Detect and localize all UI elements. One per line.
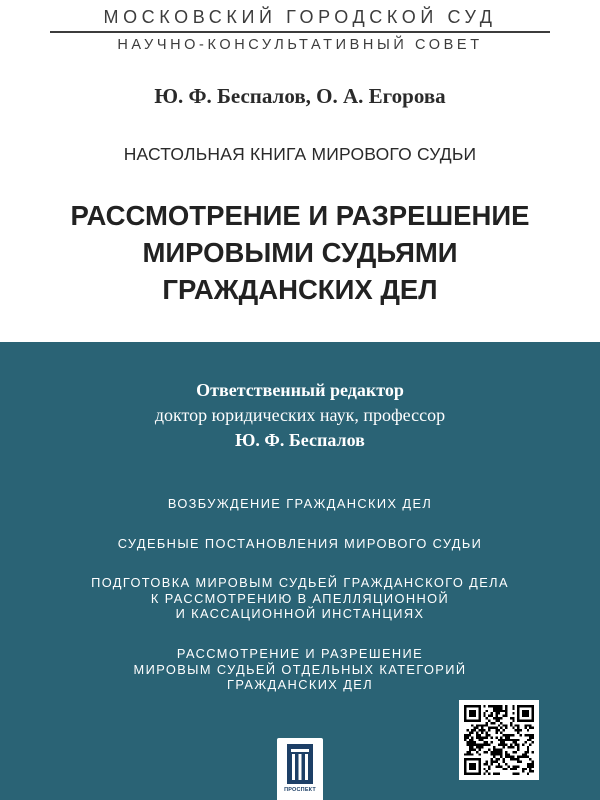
topic-item xyxy=(0,575,600,622)
topic-line: ПОДГОТОВКА МИРОВЫМ СУДЬЕЙ ГРАЖДАНСКОГО ДЕЛА xyxy=(91,575,509,590)
editor-name: Ю. Ф. Беспалов xyxy=(235,430,365,450)
book-authors: Ю. Ф. Беспалов, О. А. Егорова xyxy=(154,84,446,108)
book-series: НАСТОЛЬНАЯ КНИГА МИРОВОГО СУДЬИ xyxy=(123,144,477,164)
topic-item xyxy=(0,496,600,512)
topic-line: И КАССАЦИОННОЙ ИНСТАНЦИЯХ xyxy=(175,606,425,621)
topic-line: ВОЗБУЖДЕНИЕ ГРАЖДАНСКИХ ДЕЛ xyxy=(167,496,433,511)
topic-line: РАССМОТРЕНИЕ И РАЗРЕШЕНИЕ xyxy=(176,646,424,661)
prospekt-logo-icon xyxy=(277,738,323,800)
topic-line: СУДЕБНЫЕ ПОСТАНОВЛЕНИЯ МИРОВОГО СУДЬИ xyxy=(117,536,483,551)
responsible-editor xyxy=(0,378,600,453)
editor-credentials: доктор юридических наук, профессор xyxy=(154,405,446,425)
topic-line: К РАССМОТРЕНИЮ В АПЕЛЛЯЦИОННОЙ xyxy=(150,590,450,606)
qr-code-icon[interactable] xyxy=(459,700,539,780)
topic-line: ГРАЖДАНСКИХ ДЕЛ xyxy=(227,677,373,692)
council-name: НАУЧНО-КОНСУЛЬТАТИВНЫЙ СОВЕТ xyxy=(117,37,483,53)
editor-role: Ответственный редактор xyxy=(196,380,404,400)
publisher-header xyxy=(0,6,600,54)
title-line-2: МИРОВЫМИ СУДЬЯМИ xyxy=(142,237,458,268)
topic-item xyxy=(0,536,600,552)
court-name: МОСКОВСКИЙ ГОРОДСКОЙ СУД xyxy=(103,7,497,27)
topic-item xyxy=(0,646,600,693)
header-divider xyxy=(50,31,550,33)
book-title xyxy=(0,197,600,308)
logo-label: ПРОСПЕКТ xyxy=(284,787,316,793)
topic-line: МИРОВЫМ СУДЬЕЙ ОТДЕЛЬНЫХ КАТЕГОРИЙ xyxy=(133,661,467,677)
title-line-3: ГРАЖДАНСКИХ ДЕЛ xyxy=(162,274,438,305)
title-line-1: РАССМОТРЕНИЕ И РАЗРЕШЕНИЕ xyxy=(70,200,530,231)
